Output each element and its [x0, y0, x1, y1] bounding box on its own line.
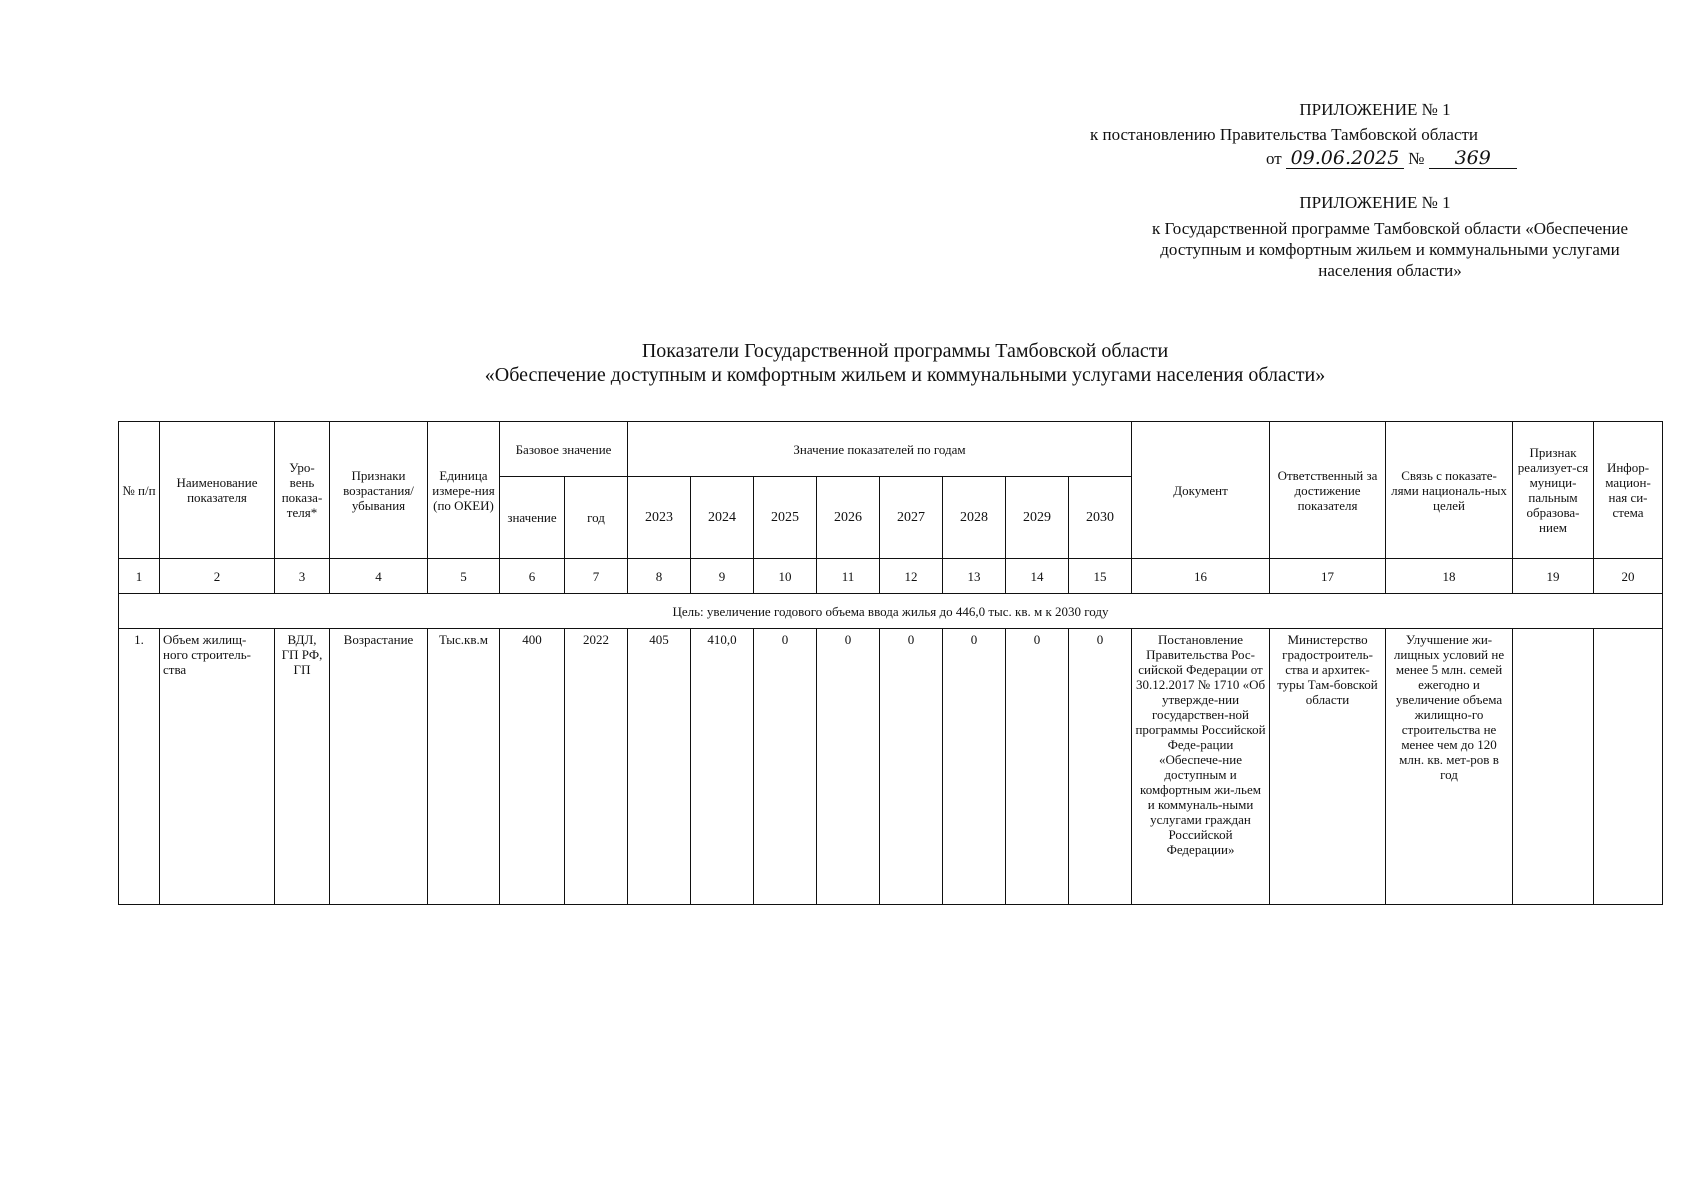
- column-number: 1: [119, 559, 160, 594]
- appendix-1-text: к постановлению Правительства Тамбовской области: [1090, 125, 1479, 144]
- column-number: 11: [817, 559, 880, 594]
- row-document: Постановление Правительства Рос-сийской Федерации от 30.12.2017 № 1710 «Об утвержде-нии государствен-ной программы Российской Феде-рации «Обеспече-ние доступным и комфортным жи-льем и коммуналь-ными услугами граждан Российской Федерации»: [1132, 629, 1270, 905]
- row-year-value: 410,0: [691, 629, 754, 905]
- column-number-row: [119, 559, 1663, 594]
- appendix-2-text: к Государственной программе Тамбовской области «Обеспечение доступным и комфортным жильем и коммунальными услугами населения области»: [1151, 219, 1629, 280]
- row-indicator-name: Объем жилищ-ного строитель-ства: [160, 629, 275, 905]
- number-prefix: №: [1408, 149, 1425, 168]
- appendix-1-title: ПРИЛОЖЕНИЕ № 1: [1299, 100, 1451, 119]
- row-national-goals-link: Улучшение жи-лищных условий не менее 5 млн. семей ежегодно и увеличение объема жилищно-го строительства не менее чем до 120 млн. кв. мет-ров в год: [1386, 629, 1513, 905]
- column-number: 5: [428, 559, 500, 594]
- col-header-responsible: Ответственный за достижение показателя: [1270, 422, 1386, 559]
- row-trend: Возрастание: [330, 629, 428, 905]
- column-number: 17: [1270, 559, 1386, 594]
- col-header-infosystem: Инфор-мацион-ная си-стема: [1594, 422, 1663, 559]
- col-header-document: Документ: [1132, 422, 1270, 559]
- header-row-1: [119, 422, 1663, 477]
- col-header-years-group: Значение показателей по годам: [628, 422, 1132, 477]
- col-header-num: № п/п: [119, 422, 160, 559]
- row-year-value: 0: [754, 629, 817, 905]
- col-header-year: 2024: [691, 477, 754, 559]
- column-number: 2: [160, 559, 275, 594]
- column-number: 18: [1386, 559, 1513, 594]
- row-year-value: 0: [1006, 629, 1069, 905]
- row-responsible: Министерство градостроитель-ства и архитек-туры Там-бовской области: [1270, 629, 1386, 905]
- row-year-value: 0: [817, 629, 880, 905]
- col-header-base-value: значение: [500, 477, 565, 559]
- col-header-year: 2026: [817, 477, 880, 559]
- goal-text: Цель: увеличение годового объема ввода жилья до 446,0 тыс. кв. м к 2030 году: [119, 594, 1663, 629]
- appendix-2-title: ПРИЛОЖЕНИЕ № 1: [1299, 193, 1451, 212]
- column-number: 20: [1594, 559, 1663, 594]
- column-number: 15: [1069, 559, 1132, 594]
- col-header-year: 2025: [754, 477, 817, 559]
- row-year-value: 0: [880, 629, 943, 905]
- table-row: [119, 629, 1663, 905]
- column-number: 12: [880, 559, 943, 594]
- column-number: 10: [754, 559, 817, 594]
- title-line-2: «Обеспечение доступным и комфортным жильем и коммунальными услугами населения области»: [484, 364, 1326, 386]
- column-number: 3: [275, 559, 330, 594]
- col-header-year: 2030: [1069, 477, 1132, 559]
- date-prefix: от: [1266, 149, 1282, 168]
- col-header-national-goals-link: Связь с показате-лями националь-ных целей: [1386, 422, 1513, 559]
- column-number: 9: [691, 559, 754, 594]
- row-infosystem: [1594, 629, 1663, 905]
- row-year-value: 0: [943, 629, 1006, 905]
- col-header-trend: Признаки возрастания/ убывания: [330, 422, 428, 559]
- indicators-table: [118, 421, 1663, 905]
- row-unit: Тыс.кв.м: [428, 629, 500, 905]
- document-title: [380, 339, 1430, 387]
- row-num: 1.: [119, 629, 160, 905]
- col-header-year: 2023: [628, 477, 691, 559]
- column-number: 4: [330, 559, 428, 594]
- col-header-base-year: год: [565, 477, 628, 559]
- column-number: 8: [628, 559, 691, 594]
- decree-date-line: [1266, 148, 1517, 169]
- column-number: 19: [1513, 559, 1594, 594]
- column-number: 16: [1132, 559, 1270, 594]
- col-header-name: Наименование показателя: [160, 422, 275, 559]
- row-level: ВДЛ, ГП РФ, ГП: [275, 629, 330, 905]
- col-header-municipal: Признак реализует-ся муници-пальным образова-нием: [1513, 422, 1594, 559]
- goal-row: [119, 594, 1663, 629]
- col-header-level: Уро-вень показа-теля*: [275, 422, 330, 559]
- column-number: 6: [500, 559, 565, 594]
- row-year-value: 405: [628, 629, 691, 905]
- col-header-unit: Единица измере-ния (по ОКЕИ): [428, 422, 500, 559]
- col-header-year: 2029: [1006, 477, 1069, 559]
- row-municipal: [1513, 629, 1594, 905]
- col-header-base: Базовое значение: [500, 422, 628, 477]
- col-header-year: 2027: [880, 477, 943, 559]
- row-year-value: 0: [1069, 629, 1132, 905]
- col-header-year: 2028: [943, 477, 1006, 559]
- decree-date-handwritten: 09.06.2025: [1286, 148, 1404, 169]
- row-base-year: 2022: [565, 629, 628, 905]
- column-number: 13: [943, 559, 1006, 594]
- title-line-1: Показатели Государственной программы Тамбовской области: [641, 340, 1169, 362]
- column-number: 14: [1006, 559, 1069, 594]
- decree-number-handwritten: 369: [1429, 148, 1517, 169]
- row-base-value: 400: [500, 629, 565, 905]
- column-number: 7: [565, 559, 628, 594]
